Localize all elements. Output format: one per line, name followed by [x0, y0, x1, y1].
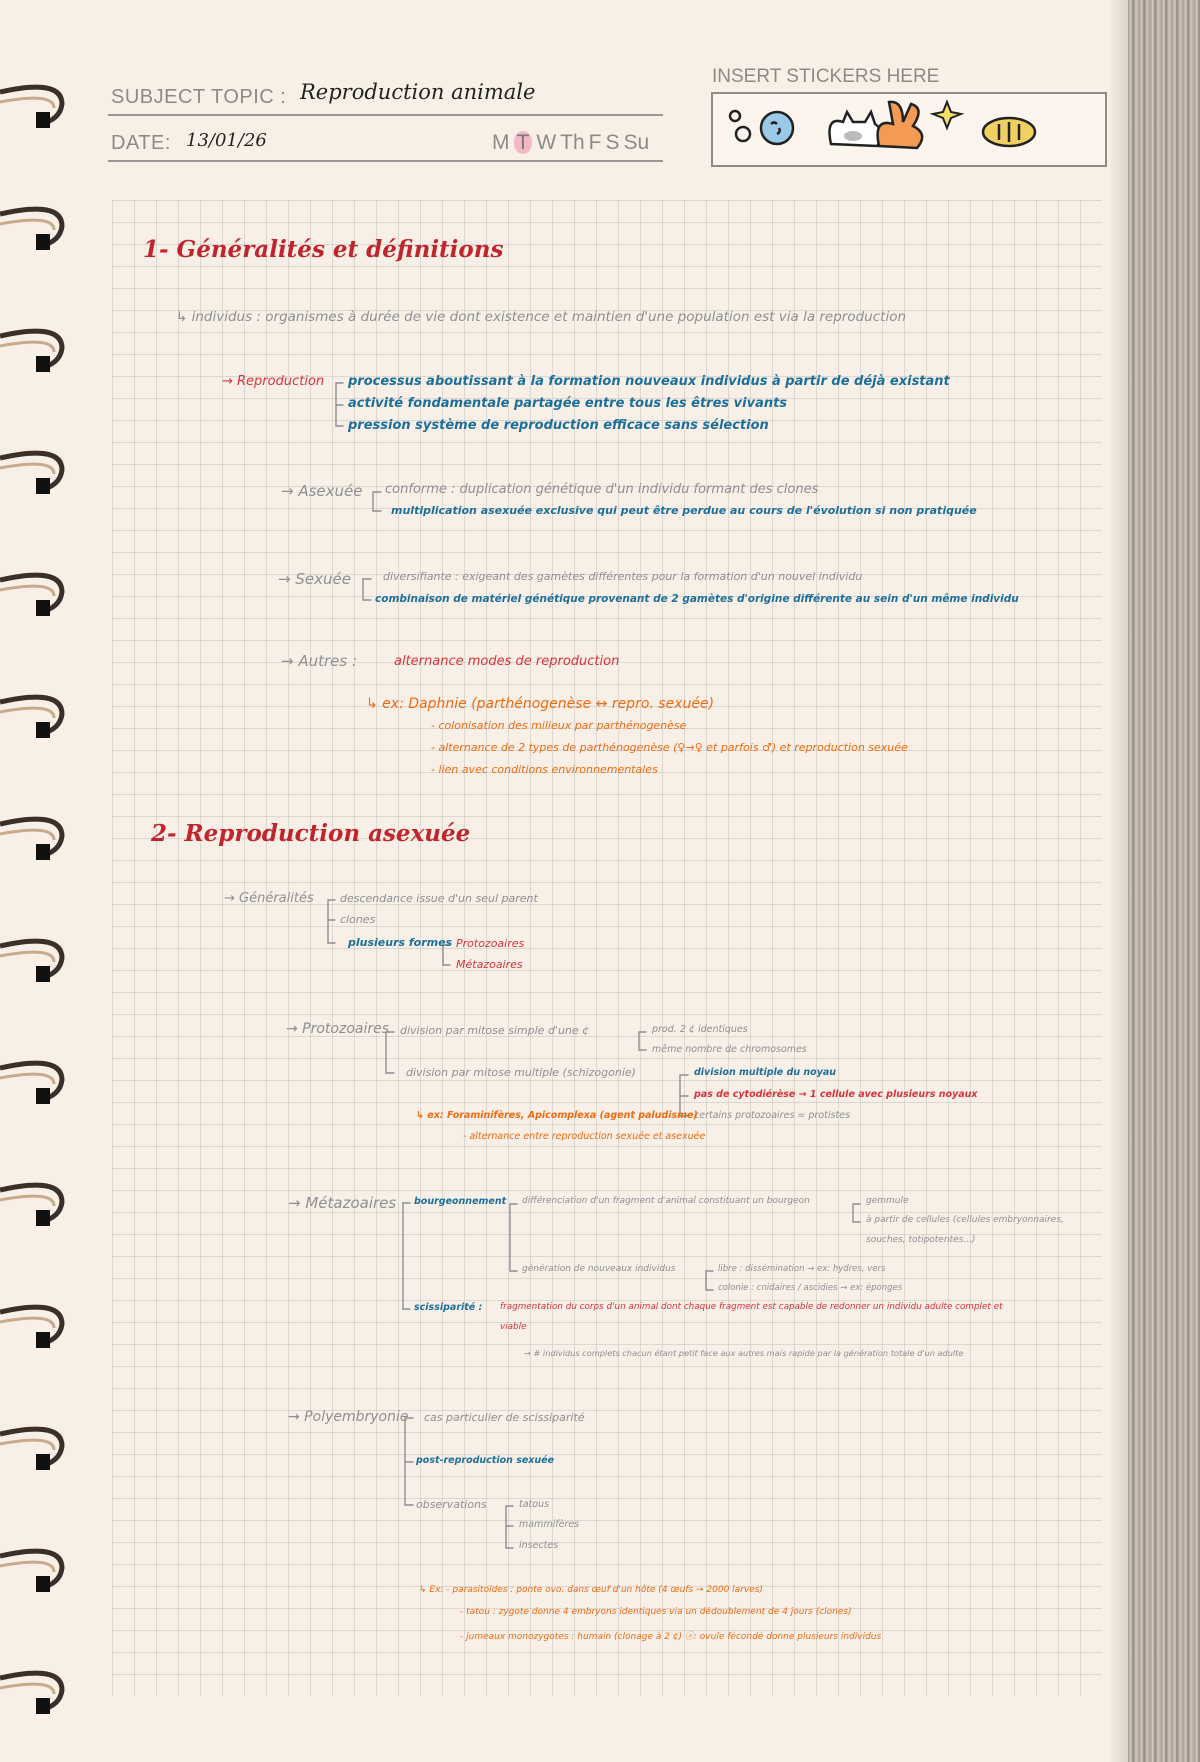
generalites-l2: clones	[340, 913, 376, 926]
generalites-l1: descendance issue d'un seul parent	[340, 892, 538, 905]
asexuee-line2: multiplication asexuée exclusive qui peut être perdue au cours de l'évolution si non pratiquée	[391, 504, 977, 517]
polyembryonie-l3a: tatous	[519, 1499, 550, 1510]
bourgeonnement-l2b: colonie : cnidaires / ascidies → ex: éponges	[718, 1283, 903, 1293]
asexuee-line1: conforme : duplication génétique d'un individu formant des clones	[385, 482, 819, 497]
subject-underline	[108, 114, 663, 116]
day-f: F	[588, 131, 602, 154]
bourgeonnement-l1a: gemmule	[866, 1196, 909, 1206]
polyembryonie-l3b: mammifères	[519, 1519, 580, 1530]
cat-sticker-icon	[830, 112, 883, 146]
spiral-binding	[0, 0, 90, 1762]
polyembryonie-ex1: ↳ Ex: - parasitoïdes : ponte ovo. dans œuf d'un hôte (4 œufs → 2000 larves)	[419, 1585, 763, 1595]
protozoaires-l2c: certains protozoaires = protistes	[694, 1110, 850, 1121]
day-t-highlighted: T	[514, 131, 533, 154]
polyembryonie-label: → Polyembryonie	[288, 1409, 409, 1425]
polyembryonie-l2: post-reproduction sexuée	[416, 1455, 555, 1466]
day-w: W	[536, 131, 557, 154]
autres-text: alternance modes de reproduction	[394, 654, 620, 669]
scissiparite-l2: → # individus complets chacun étant petit face aux autres mais rapide par la génération totale d'un adulte	[524, 1348, 964, 1358]
polyembryonie-l3: observations	[416, 1498, 487, 1511]
bourgeonnement-l1b: à partir de cellules (cellules embryonnaires,	[866, 1215, 1064, 1225]
subject-value: Reproduction animale	[300, 80, 536, 104]
scissiparite-label: scissiparité :	[414, 1302, 483, 1313]
day-s: S	[605, 131, 620, 154]
page-edge-shadow	[1108, 0, 1128, 1762]
bunny-sticker-icon	[878, 102, 923, 148]
asexuee-label: → Asexuée	[281, 482, 363, 500]
protozoaires-l1b: même nombre de chromosomes	[652, 1044, 807, 1055]
date-underline	[108, 160, 663, 162]
protozoaires-l2: division par mitose multiple (schizogonie)	[406, 1066, 636, 1079]
reproduction-label: → Reproduction	[222, 374, 325, 389]
weekday-selector	[492, 131, 653, 155]
stickers-label: INSERT STICKERS HERE	[712, 66, 940, 87]
reproduction-line2: activité fondamentale partagée entre tous les êtres vivants	[348, 396, 788, 411]
generalites-label: → Généralités	[224, 891, 314, 906]
generalites-l3a: Protozoaires	[456, 937, 525, 950]
star-sticker-icon	[933, 102, 961, 128]
fish-sticker-icon	[983, 118, 1035, 146]
autres-label: → Autres :	[281, 652, 358, 670]
sexuee-label: → Sexuée	[278, 570, 351, 588]
protozoaires-l2a: division multiple du noyau	[694, 1067, 837, 1078]
protozoaires-l2b: pas de cytodiérèse → 1 cellule avec plusieurs noyaux	[694, 1089, 978, 1100]
scissiparite-l1b: viable	[500, 1322, 527, 1332]
protozoaires-l1a: prod. 2 ¢ identiques	[652, 1024, 748, 1035]
bourgeonnement-l1: différenciation d'un fragment d'animal constituant un bourgeon	[522, 1196, 810, 1206]
generalites-l3: plusieurs formes	[348, 936, 453, 949]
polyembryonie-l3c: insectes	[519, 1540, 559, 1551]
polyembryonie-ex2: - tatou : zygote donne 4 embryons identiques via un dédoublement de 4 jours (clones)	[460, 1607, 852, 1617]
polyembryonie-ex3: - jumeaux monozygotes : humain (clonage à 2 ¢) ⓐ: ovule fécondé donne plusieurs individus	[460, 1632, 882, 1642]
ring-icon	[0, 87, 62, 128]
page-stack-edge	[1128, 0, 1200, 1762]
day-th: Th	[560, 131, 585, 154]
protozoaires-example: ↳ ex: Foraminifères, Apicomplexa (agent paludisme)	[416, 1110, 698, 1121]
bourgeonnement-label: bourgeonnement	[414, 1196, 507, 1207]
generalites-l3b: Métazoaires	[456, 958, 523, 971]
section2-title: 2- Reproduction asexuée	[151, 820, 471, 847]
autres-bullet2: - alternance de 2 types de parthénogenèse (♀→♀ et parfois ♂) et reproduction sexuée	[431, 741, 908, 754]
reproduction-line1: processus aboutissant à la formation nouveaux individus à partir de déjà existant	[348, 374, 950, 389]
protozoaires-example2: - alternance entre reproduction sexuée et asexuée	[463, 1131, 706, 1142]
bourgeonnement-l2a: libre : dissémination → ex: hydres, vers	[718, 1264, 886, 1274]
bubble-sticker-icon	[730, 111, 793, 144]
metazoaires-label: → Métazoaires	[288, 1194, 397, 1212]
autres-example: ↳ ex: Daphnie (parthénogenèse ↔ repro. sexuée)	[366, 696, 715, 712]
sexuee-line2: combinaison de matériel génétique provenant de 2 gamètes d'origine différente au sein d'un même individu	[375, 593, 1019, 605]
protozoaires-label: → Protozoaires	[286, 1021, 390, 1037]
reproduction-line3: pression système de reproduction efficace sans sélection	[348, 418, 769, 433]
scissiparite-l1: fragmentation du corps d'un animal dont chaque fragment est capable de redonner un individu adulte complet et	[500, 1302, 1003, 1312]
autres-bullet1: - colonisation des milieux par parthénogenèse	[431, 719, 687, 732]
day-m: M	[492, 131, 510, 154]
date-label: DATE:	[111, 132, 171, 154]
bourgeonnement-l1c: souches, totipotentes...)	[866, 1235, 976, 1245]
bourgeonnement-l2: génération de nouveaux individus	[522, 1264, 676, 1274]
polyembryonie-l1: cas particulier de scissiparité	[424, 1411, 585, 1424]
section1-intro: ↳ individus : organismes à durée de vie dont existence et maintien d'une population est via la reproduction	[176, 309, 907, 325]
section1-title: 1- Généralités et définitions	[143, 236, 504, 263]
protozoaires-l1: division par mitose simple d'une ¢	[400, 1024, 590, 1037]
date-value: 13/01/26	[186, 130, 267, 151]
sticker-box	[711, 92, 1107, 167]
sexuee-line1: diversifiante : exigeant des gamètes différentes pour la formation d'un nouvel individu	[383, 570, 863, 583]
autres-bullet3: - lien avec conditions environnementales	[431, 763, 658, 776]
day-su: Su	[623, 131, 650, 154]
subject-label: SUBJECT TOPIC :	[111, 86, 287, 108]
